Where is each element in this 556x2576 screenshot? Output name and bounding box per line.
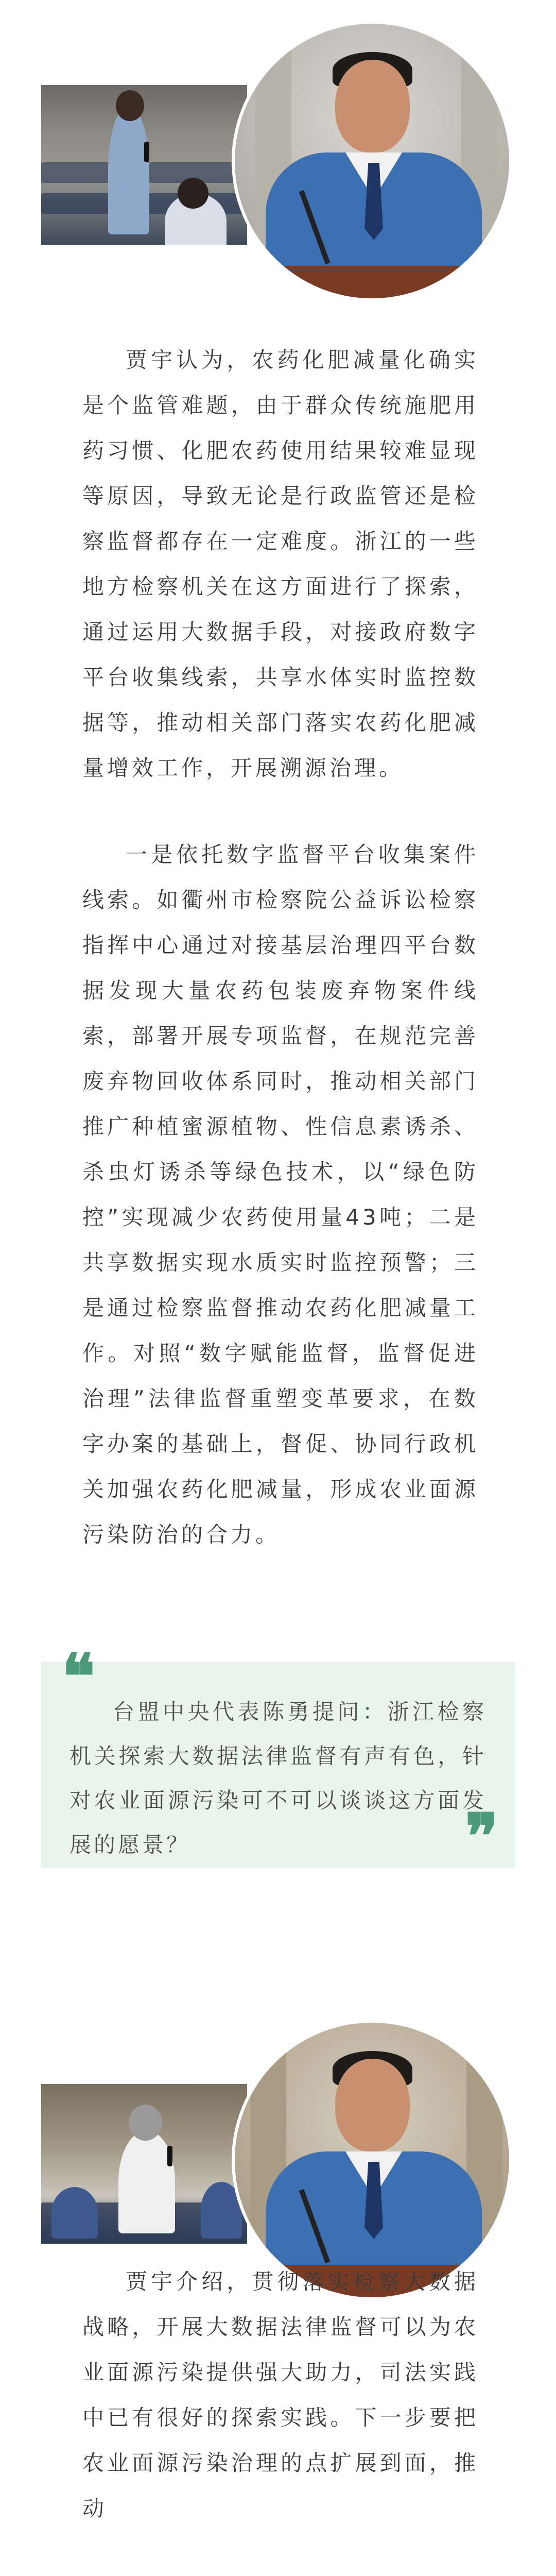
speaker-portrait-photo (232, 21, 512, 301)
photo-collage-top (0, 21, 556, 309)
paragraph-text: 贾宇认为，农药化肥减量化确实是个监管难题，由于群众传统施肥用药习惯、化肥农药使用结果较难显现等原因，导致无论是行政监管还是检察监督都存在一定难度。浙江的一些地方检察机关在这方面进行了探索，通过运用大数据手段，对接政府数字平台收集线索，共享水体实时监控数据等，推动相关部门落实农药化肥减量增效工作，开展溯源治理。 (82, 347, 479, 781)
audience-questioner-photo (41, 2084, 247, 2244)
paragraph-text: 一是依托数字监督平台收集案件线索。如衢州市检察院公益诉讼检察指挥中心通过对接基层治理四平台数据发现大量农药包装废弃物案件线索，部署开展专项监督，在规范完善废弃物回收体系同时，推动相关部门推广种植蜜源植物、性信息素诱杀、杀虫灯诱杀等绿色技术，以“绿色防控”实现减少农药使用量43吨；二是共享数据实现水质实时监控预警；三是通过检察监督推动农药化肥减量工作。对照“数字赋能监督，监督促进治理”法律监督重塑变革要求，在数字办案的基础上，督促、协同行政机关加强农药化肥减量，形成农业面源污染防治的合力。 (82, 842, 479, 1547)
article-paragraph-2 (82, 832, 479, 1557)
audience-questioner-photo (41, 85, 247, 245)
article-paragraph-1 (82, 337, 479, 791)
paragraph-text: 贾宇介绍，贯彻落实检察大数据战略，开展大数据法律监督可以为农业面源污染提供强大助力，司法实践中已有很好的探索实践。下一步要把农业面源污染治理的点扩展到面，推动 (82, 2269, 479, 2521)
quote-text: 台盟中央代表陈勇提问：浙江检察机关探索大数据法律监督有声有色，针对农业面源污染可不可以谈谈这方面发展的愿景？ (70, 1699, 486, 1857)
open-quote-icon: ❝ (62, 1640, 91, 1713)
article-paragraph-3 (82, 2259, 479, 2531)
question-quote-box (41, 1640, 515, 1873)
speaker-portrait-photo (232, 2020, 512, 2300)
close-quote-icon: ❞ (465, 1800, 494, 1873)
